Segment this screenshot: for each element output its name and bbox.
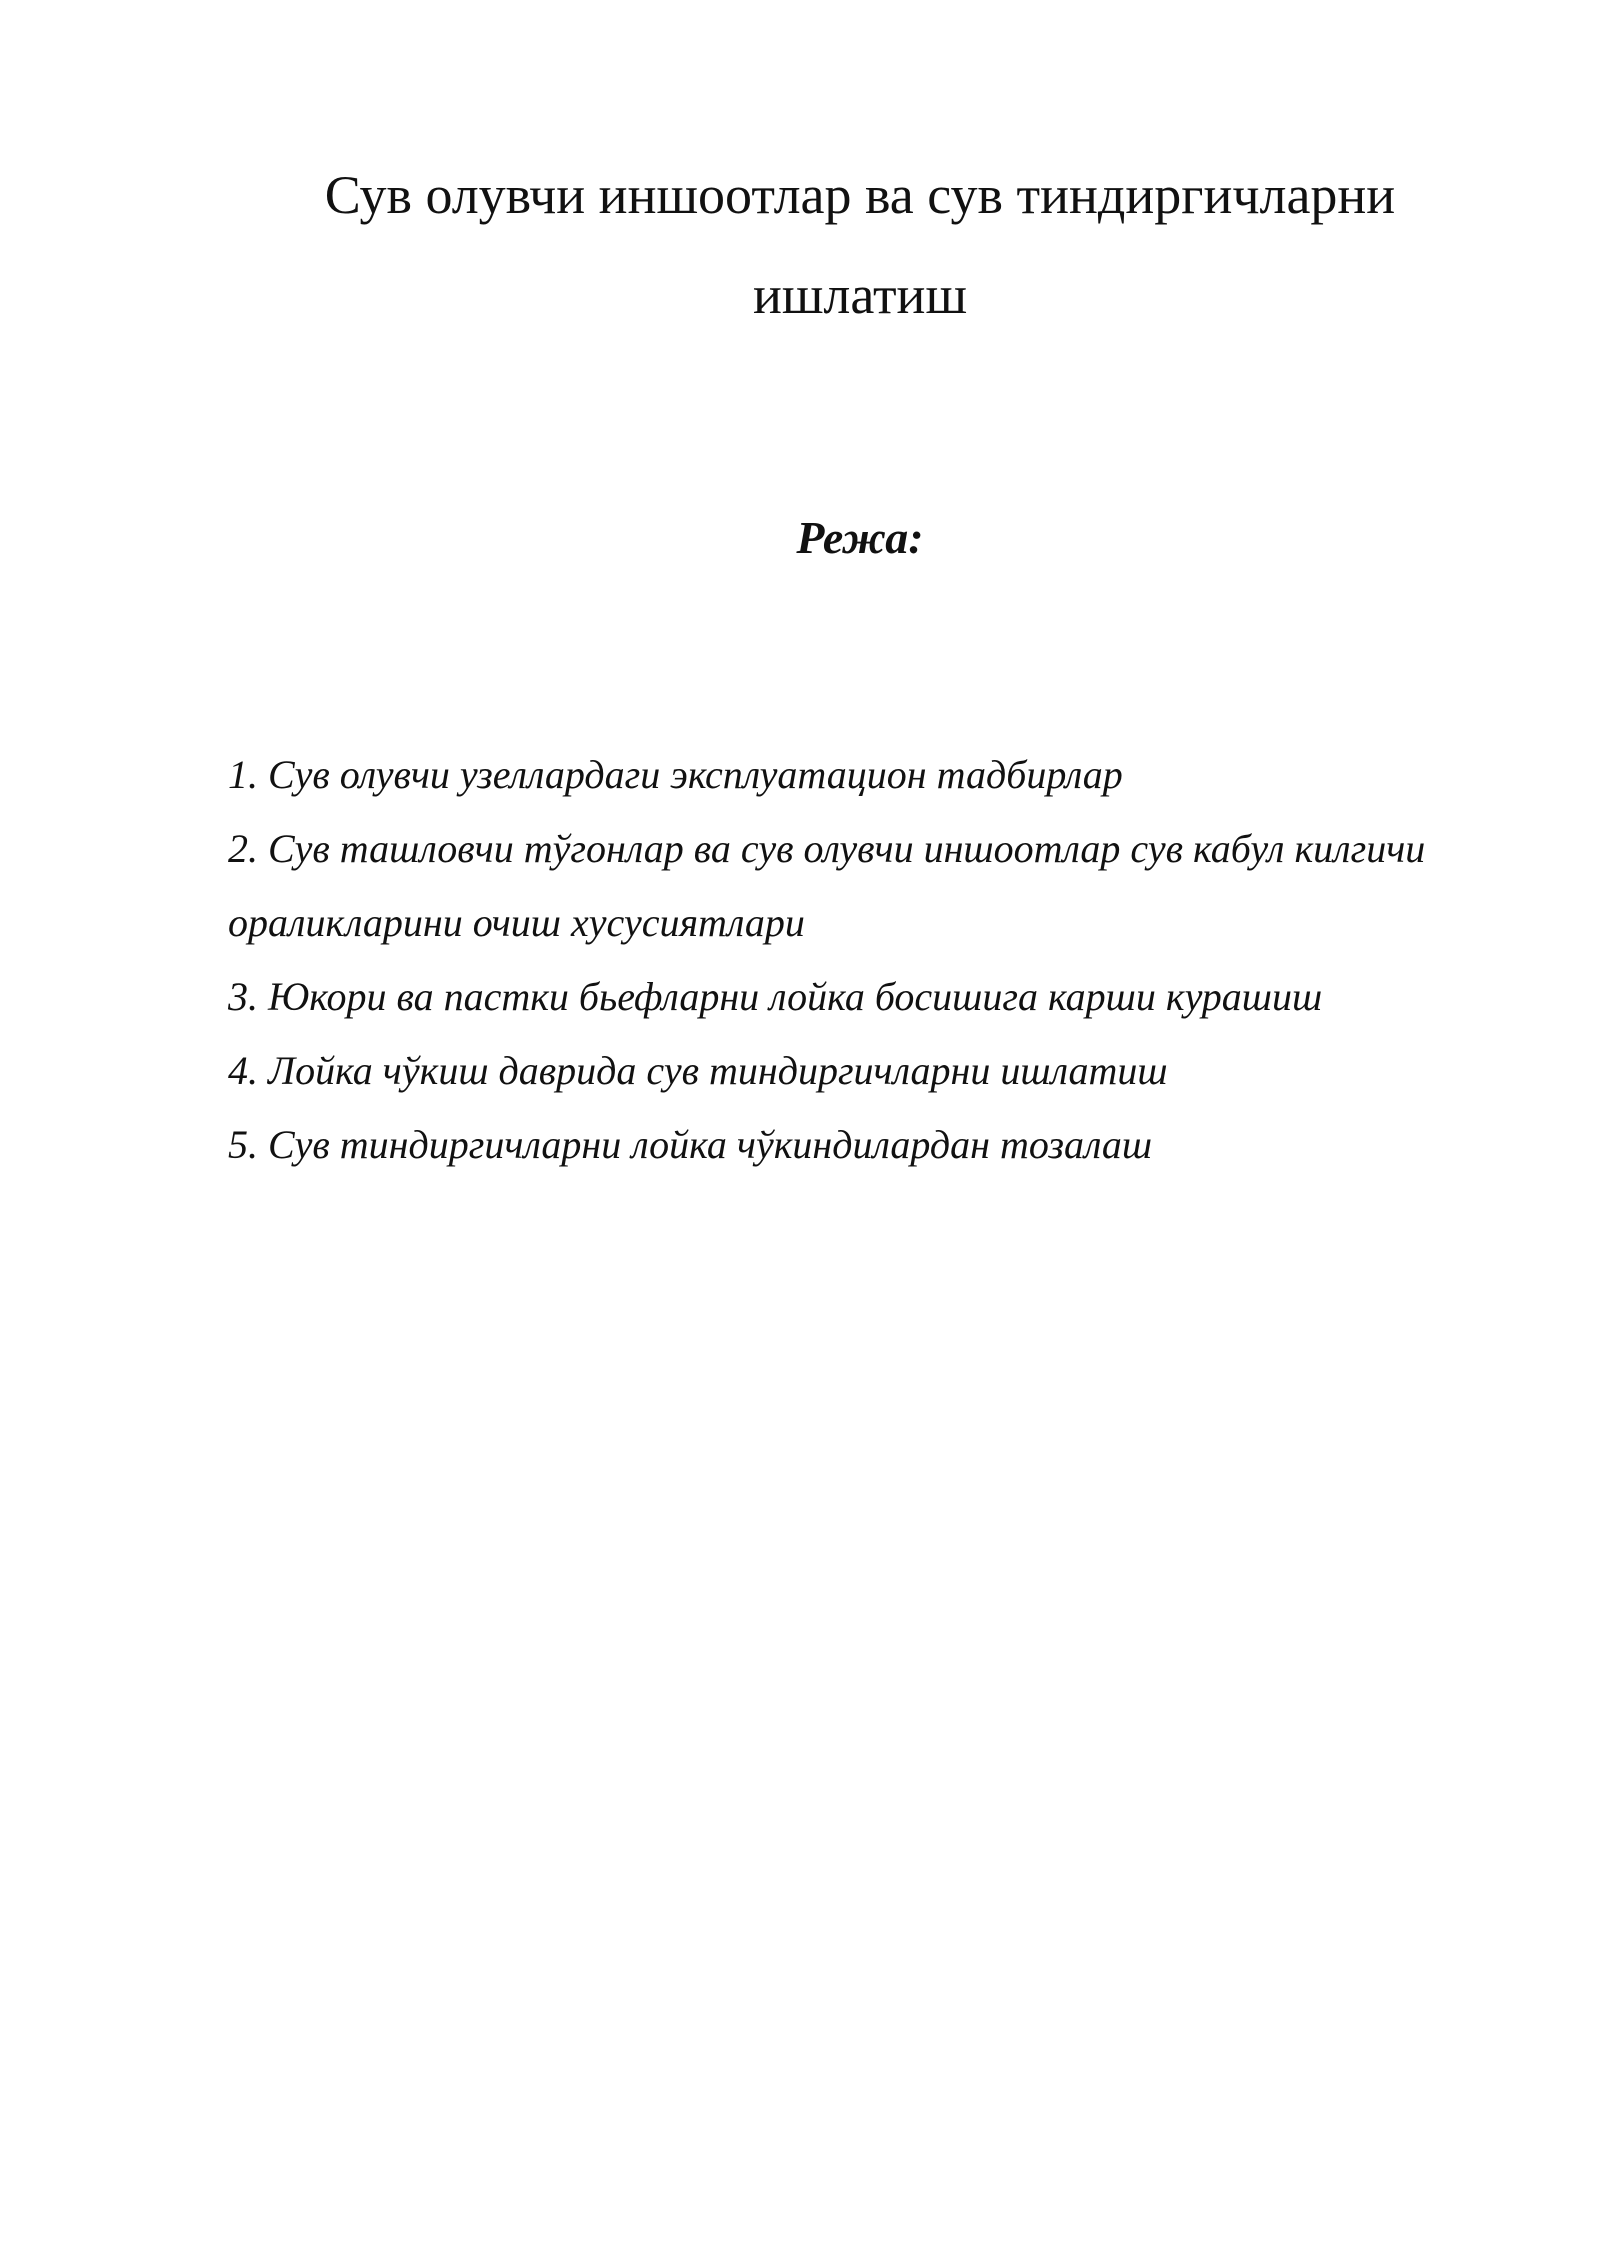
plan-item-text: Лойка чўкиш даврида сув тиндиргичларни ишлатиш <box>268 1048 1168 1093</box>
plan-item-text: Сув ташловчи тўгонлар ва сув олувчи иншоотлар сув кабул килгичи ораликларини очиш хусусиятлари <box>228 826 1426 945</box>
plan-item-number: 3. <box>228 974 258 1019</box>
plan-list <box>228 738 1428 1182</box>
plan-item-text: Сув олувчи узеллардаги эксплуатацион тадбирлар <box>268 752 1123 797</box>
plan-item-5 <box>228 1108 1428 1182</box>
plan-item-4 <box>228 1034 1428 1108</box>
plan-item-number: 5. <box>228 1122 258 1167</box>
document-title: Сув олувчи иншоотлар ва сув тиндиргичларни ишлатиш <box>324 165 1396 325</box>
plan-item-text: Юкори ва пастки бьефларни лойка босишига карши курашиш <box>268 974 1323 1019</box>
plan-heading: Режа: <box>796 512 924 563</box>
plan-item-1 <box>228 738 1428 812</box>
plan-item-3 <box>228 960 1428 1034</box>
plan-item-text: Сув тиндиргичларни лойка чўкиндилардан тозалаш <box>268 1122 1153 1167</box>
plan-item-2 <box>228 812 1428 960</box>
plan-item-number: 2. <box>228 826 258 871</box>
plan-item-number: 4. <box>228 1048 258 1093</box>
plan-item-number: 1. <box>228 752 258 797</box>
